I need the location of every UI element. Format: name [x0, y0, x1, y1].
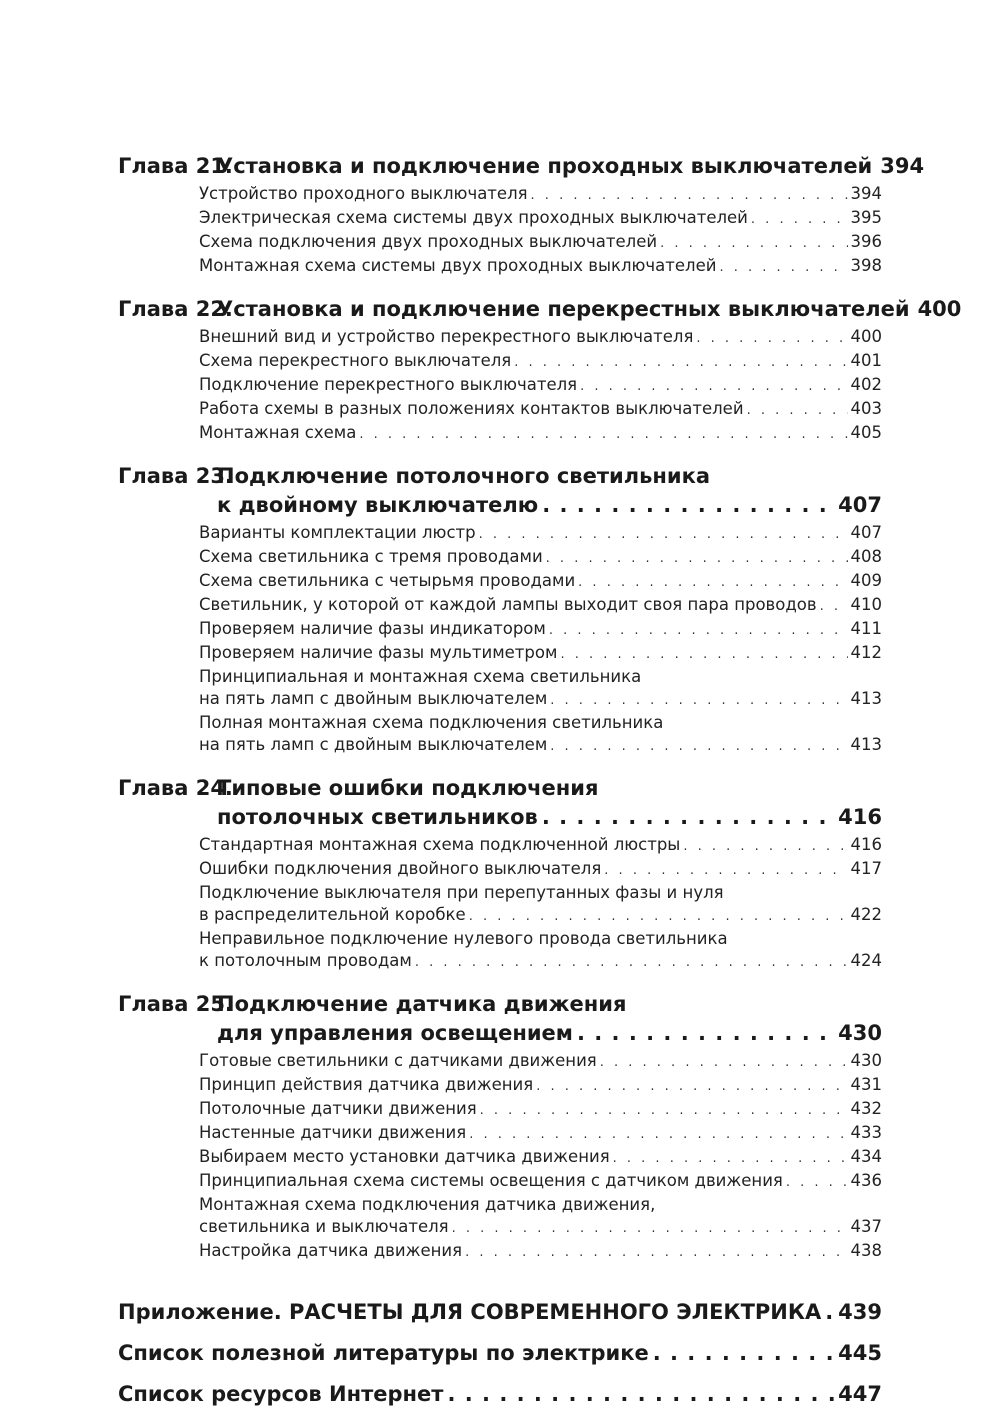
appendix-entry[interactable]: [118, 1380, 882, 1409]
toc-entry[interactable]: [199, 1074, 882, 1098]
chapter-number: Глава 23.: [118, 464, 233, 488]
leader-dots: [550, 736, 847, 758]
toc-entry-line: [199, 522, 882, 546]
chapter-heading-line: [118, 152, 925, 181]
section-list: [118, 1050, 882, 1264]
chapter-heading-line: [118, 803, 882, 832]
toc-entry-line: [199, 712, 882, 734]
leader-dots: [751, 209, 848, 231]
entry-page-number: 437: [850, 1217, 882, 1236]
chapter-title: к двойному выключателю: [217, 493, 539, 517]
leader-dots: [447, 1380, 834, 1409]
section-list: [118, 183, 882, 279]
entry-page-number: 407: [850, 523, 882, 542]
entry-title: Схема подключения двух проходных выключателей: [199, 232, 658, 251]
entry-title: Ошибки подключения двойного выключателя: [199, 859, 602, 878]
toc-entry[interactable]: [199, 928, 882, 974]
leader-dots: [747, 400, 848, 422]
entry-title: Схема светильника с четырьмя проводами: [199, 571, 576, 590]
entry-title: Настенные датчики движения: [199, 1123, 467, 1142]
entry-title: Принцип действия датчика движения: [199, 1075, 534, 1094]
leader-dots: [653, 1339, 834, 1368]
toc-entry[interactable]: [199, 570, 882, 594]
entry-title: Варианты комплектации люстр: [199, 523, 476, 542]
toc-entry-line: [199, 642, 882, 666]
entry-title: Настройка датчика движения: [199, 1241, 463, 1260]
appendix-page-number: 447: [838, 1382, 882, 1406]
entry-page-number: 408: [850, 547, 882, 566]
toc-entry[interactable]: [199, 1050, 882, 1074]
toc-entry-line: [199, 1122, 882, 1146]
leader-dots: [786, 1172, 848, 1194]
entry-title: Неправильное подключение нулевого провода светильника: [199, 929, 728, 948]
leader-dots: [546, 548, 848, 570]
toc-entry[interactable]: [199, 546, 882, 570]
toc-chapter: [118, 990, 882, 1264]
chapter-page-number: 400: [917, 297, 962, 321]
entry-page-number: 412: [850, 643, 882, 662]
chapter-heading-line: [118, 1019, 882, 1048]
entry-title: Работа схемы в разных положениях контактов выключателей: [199, 399, 744, 418]
appendix-line: [118, 1380, 882, 1409]
toc-entry-line: [199, 928, 882, 950]
leader-dots: [531, 185, 848, 207]
entry-title: Монтажная схема системы двух проходных выключателей: [199, 256, 717, 275]
chapter-title: для управления освещением: [217, 1021, 573, 1045]
chapter-number: Глава 25.: [118, 992, 233, 1016]
toc-entry-line: [199, 546, 882, 570]
entry-page-number: 411: [850, 619, 882, 638]
toc-entry-line: [199, 834, 882, 858]
leader-dots: [465, 1242, 847, 1264]
toc-entry-line: [199, 1216, 882, 1240]
entry-title: Светильник, у которой от каждой лампы выходит своя пара проводов: [199, 595, 817, 614]
entry-title: Схема перекрестного выключателя: [199, 351, 512, 370]
entry-page-number: 434: [850, 1147, 882, 1166]
toc-chapter: [118, 295, 962, 446]
toc-entry[interactable]: [199, 231, 882, 255]
entry-page-number: 431: [850, 1075, 882, 1094]
entry-title: к потолочным проводам: [199, 951, 412, 970]
chapter-page-number: 430: [838, 1021, 882, 1045]
leader-dots: [578, 572, 847, 594]
leader-dots: [480, 1100, 848, 1122]
toc-entry[interactable]: [199, 834, 882, 858]
leader-dots: [542, 803, 834, 832]
toc-entry[interactable]: [199, 326, 882, 350]
entry-page-number: 413: [850, 689, 882, 708]
toc-chapter: [118, 774, 882, 974]
toc-entry[interactable]: [199, 666, 882, 712]
toc-entry[interactable]: [199, 712, 882, 758]
toc-entry[interactable]: [199, 1240, 882, 1264]
entry-title: Потолочные датчики движения: [199, 1099, 477, 1118]
toc-entry[interactable]: [199, 858, 882, 882]
toc-entry-line: [199, 207, 882, 231]
leader-dots: [696, 328, 847, 350]
entry-title: в распределительной коробке: [199, 905, 466, 924]
appendix-entry[interactable]: [118, 1298, 882, 1327]
toc-entry[interactable]: [199, 255, 882, 279]
toc-entry-line: [199, 374, 882, 398]
toc-entry-line: [199, 1074, 882, 1098]
entry-page-number: 424: [850, 951, 882, 970]
chapter-number: Глава 22.: [118, 297, 233, 321]
chapter-page-number: 407: [838, 493, 882, 517]
entry-title: Устройство проходного выключателя: [199, 184, 528, 203]
toc-entry[interactable]: [199, 522, 882, 546]
entry-page-number: 395: [850, 208, 882, 227]
chapter-title: Установка и подключение перекрестных выключателей: [217, 297, 910, 321]
leader-dots: [415, 952, 848, 974]
entry-title: Принципиальная схема системы освещения с датчиком движения: [199, 1171, 783, 1190]
entry-page-number: 438: [850, 1241, 882, 1260]
entry-page-number: 398: [850, 256, 882, 275]
section-list: [118, 522, 882, 758]
toc-chapter: [118, 462, 882, 758]
chapter-heading-line: [118, 462, 882, 491]
leader-dots: [613, 1148, 848, 1170]
chapter-title: Подключение потолочного светильника: [217, 464, 711, 488]
entry-title: Внешний вид и устройство перекрестного выключателя: [199, 327, 694, 346]
toc-entry-line: [199, 1050, 882, 1074]
toc-entry[interactable]: [199, 422, 882, 446]
entry-page-number: 394: [850, 184, 882, 203]
toc-entry-line: [199, 231, 882, 255]
entry-title: на пять ламп с двойным выключателем: [199, 735, 548, 754]
toc-entry-line: [199, 398, 882, 422]
toc-entry[interactable]: [199, 374, 882, 398]
toc-entry[interactable]: [199, 1194, 882, 1240]
appendix-line: [118, 1298, 882, 1327]
chapter-heading-line: [118, 491, 882, 520]
toc-entry-line: [199, 1146, 882, 1170]
toc-entry-line: [199, 858, 882, 882]
toc-entry[interactable]: [199, 1170, 882, 1194]
table-of-contents: [118, 152, 962, 1409]
leader-dots: [452, 1218, 848, 1240]
chapter-heading[interactable]: [118, 462, 882, 520]
chapter-heading[interactable]: [118, 152, 925, 181]
toc-entry-line: [199, 882, 882, 904]
leader-dots: [683, 836, 847, 858]
chapter-number: Глава 21.: [118, 154, 233, 178]
entry-page-number: 405: [850, 423, 882, 442]
toc-entry-line: [199, 183, 882, 207]
leader-dots: [514, 352, 847, 374]
entry-title: на пять ламп с двойным выключателем: [199, 689, 548, 708]
entry-page-number: 402: [850, 375, 882, 394]
toc-entry[interactable]: [199, 1098, 882, 1122]
entry-page-number: 401: [850, 351, 882, 370]
entry-page-number: 430: [850, 1051, 882, 1070]
toc-entry-line: [199, 904, 882, 928]
toc-entry-line: [199, 618, 882, 642]
toc-entry-line: [199, 570, 882, 594]
toc-entry-line: [199, 422, 882, 446]
entry-page-number: 436: [850, 1171, 882, 1190]
leader-dots: [825, 1298, 834, 1327]
chapter-heading[interactable]: [118, 295, 962, 324]
toc-entry[interactable]: [199, 1122, 882, 1146]
toc-entry[interactable]: [199, 207, 882, 231]
toc-entry[interactable]: [199, 882, 882, 928]
toc-entry[interactable]: [199, 642, 882, 666]
leader-dots: [580, 376, 847, 398]
toc-entry-line: [199, 1194, 882, 1216]
chapter-title: Установка и подключение проходных выключателей: [217, 154, 873, 178]
entry-title: Подключение выключателя при перепутанных фазы и нуля: [199, 883, 724, 902]
entry-title: Выбираем место установки датчика движения: [199, 1147, 610, 1166]
toc-entry-line: [199, 594, 882, 618]
leader-dots: [549, 620, 848, 642]
leader-dots: [820, 596, 848, 618]
chapter-heading-line: [118, 774, 882, 803]
chapter-heading[interactable]: [118, 990, 882, 1048]
toc-entry-line: [199, 950, 882, 974]
entry-page-number: 432: [850, 1099, 882, 1118]
entry-page-number: 413: [850, 735, 882, 754]
entry-title: Готовые светильники с датчиками движения: [199, 1051, 597, 1070]
toc-entry[interactable]: [199, 1146, 882, 1170]
toc-entry[interactable]: [199, 398, 882, 422]
leader-dots: [359, 424, 847, 446]
entry-page-number: 400: [850, 327, 882, 346]
entry-page-number: 417: [850, 859, 882, 878]
leader-dots: [719, 257, 847, 279]
toc-entry-line: [199, 255, 882, 279]
leader-dots: [604, 860, 847, 882]
entry-title: Проверяем наличие фазы индикатором: [199, 619, 546, 638]
chapter-page-number: 416: [838, 805, 882, 829]
chapter-title: Подключение датчика движения: [217, 992, 627, 1016]
toc-entry-line: [199, 688, 882, 712]
leader-dots: [560, 644, 847, 666]
entry-page-number: 422: [850, 905, 882, 924]
entry-page-number: 410: [850, 595, 882, 614]
section-list: [118, 326, 882, 446]
leader-dots: [469, 906, 848, 928]
entry-title: светильника и выключателя: [199, 1217, 449, 1236]
section-list: [118, 834, 882, 974]
toc-entry[interactable]: [199, 183, 882, 207]
appendix-title: Приложение. РАСЧЕТЫ ДЛЯ СОВРЕМЕННОГО ЭЛЕКТРИКА: [118, 1300, 822, 1324]
toc-entry-line: [199, 1170, 882, 1194]
entry-title: Принципиальная и монтажная схема светильника: [199, 667, 642, 686]
chapter-title: Типовые ошибки подключения: [217, 776, 599, 800]
toc-chapter: [118, 152, 925, 279]
entry-title: Схема светильника с тремя проводами: [199, 547, 543, 566]
appendix-page-number: 439: [838, 1300, 882, 1324]
chapter-title: потолочных светильников: [217, 805, 538, 829]
chapter-heading-line: [118, 990, 882, 1019]
leader-dots: [550, 690, 847, 712]
leader-dots: [542, 491, 834, 520]
toc-entry-line: [199, 326, 882, 350]
chapter-number: Глава 24.: [118, 776, 233, 800]
entry-page-number: 409: [850, 571, 882, 590]
leader-dots: [479, 524, 848, 546]
toc-entry[interactable]: [199, 618, 882, 642]
toc-entry-line: [199, 666, 882, 688]
appendix-entry[interactable]: [118, 1339, 882, 1368]
entry-title: Проверяем наличие фазы мультиметром: [199, 643, 558, 662]
entry-page-number: 403: [850, 399, 882, 418]
appendix-page-number: 445: [838, 1341, 882, 1365]
entry-title: Электрическая схема системы двух проходных выключателей: [199, 208, 748, 227]
entry-title: Полная монтажная схема подключения светильника: [199, 713, 664, 732]
toc-entry[interactable]: [199, 594, 882, 618]
toc-entry-line: [199, 1098, 882, 1122]
leader-dots: [536, 1076, 847, 1098]
entry-page-number: 433: [850, 1123, 882, 1142]
chapter-heading[interactable]: [118, 774, 882, 832]
toc-entry-line: [199, 350, 882, 374]
chapter-page-number: 394: [880, 154, 925, 178]
entry-page-number: 416: [850, 835, 882, 854]
toc-entry-line: [199, 734, 882, 758]
leader-dots: [469, 1124, 847, 1146]
toc-entry[interactable]: [199, 350, 882, 374]
entry-title: Монтажная схема: [199, 423, 357, 442]
entry-title: Монтажная схема подключения датчика движения,: [199, 1195, 656, 1214]
entry-title: Стандартная монтажная схема подключенной люстры: [199, 835, 681, 854]
toc-entry-line: [199, 1240, 882, 1264]
appendix-title: Список ресурсов Интернет: [118, 1382, 444, 1406]
entry-page-number: 396: [850, 232, 882, 251]
leader-dots: [660, 233, 847, 255]
appendix-line: [118, 1339, 882, 1368]
appendix-title: Список полезной литературы по электрике: [118, 1341, 649, 1365]
leader-dots: [600, 1052, 848, 1074]
chapter-heading-line: [118, 295, 962, 324]
leader-dots: [577, 1019, 834, 1048]
entry-title: Подключение перекрестного выключателя: [199, 375, 578, 394]
